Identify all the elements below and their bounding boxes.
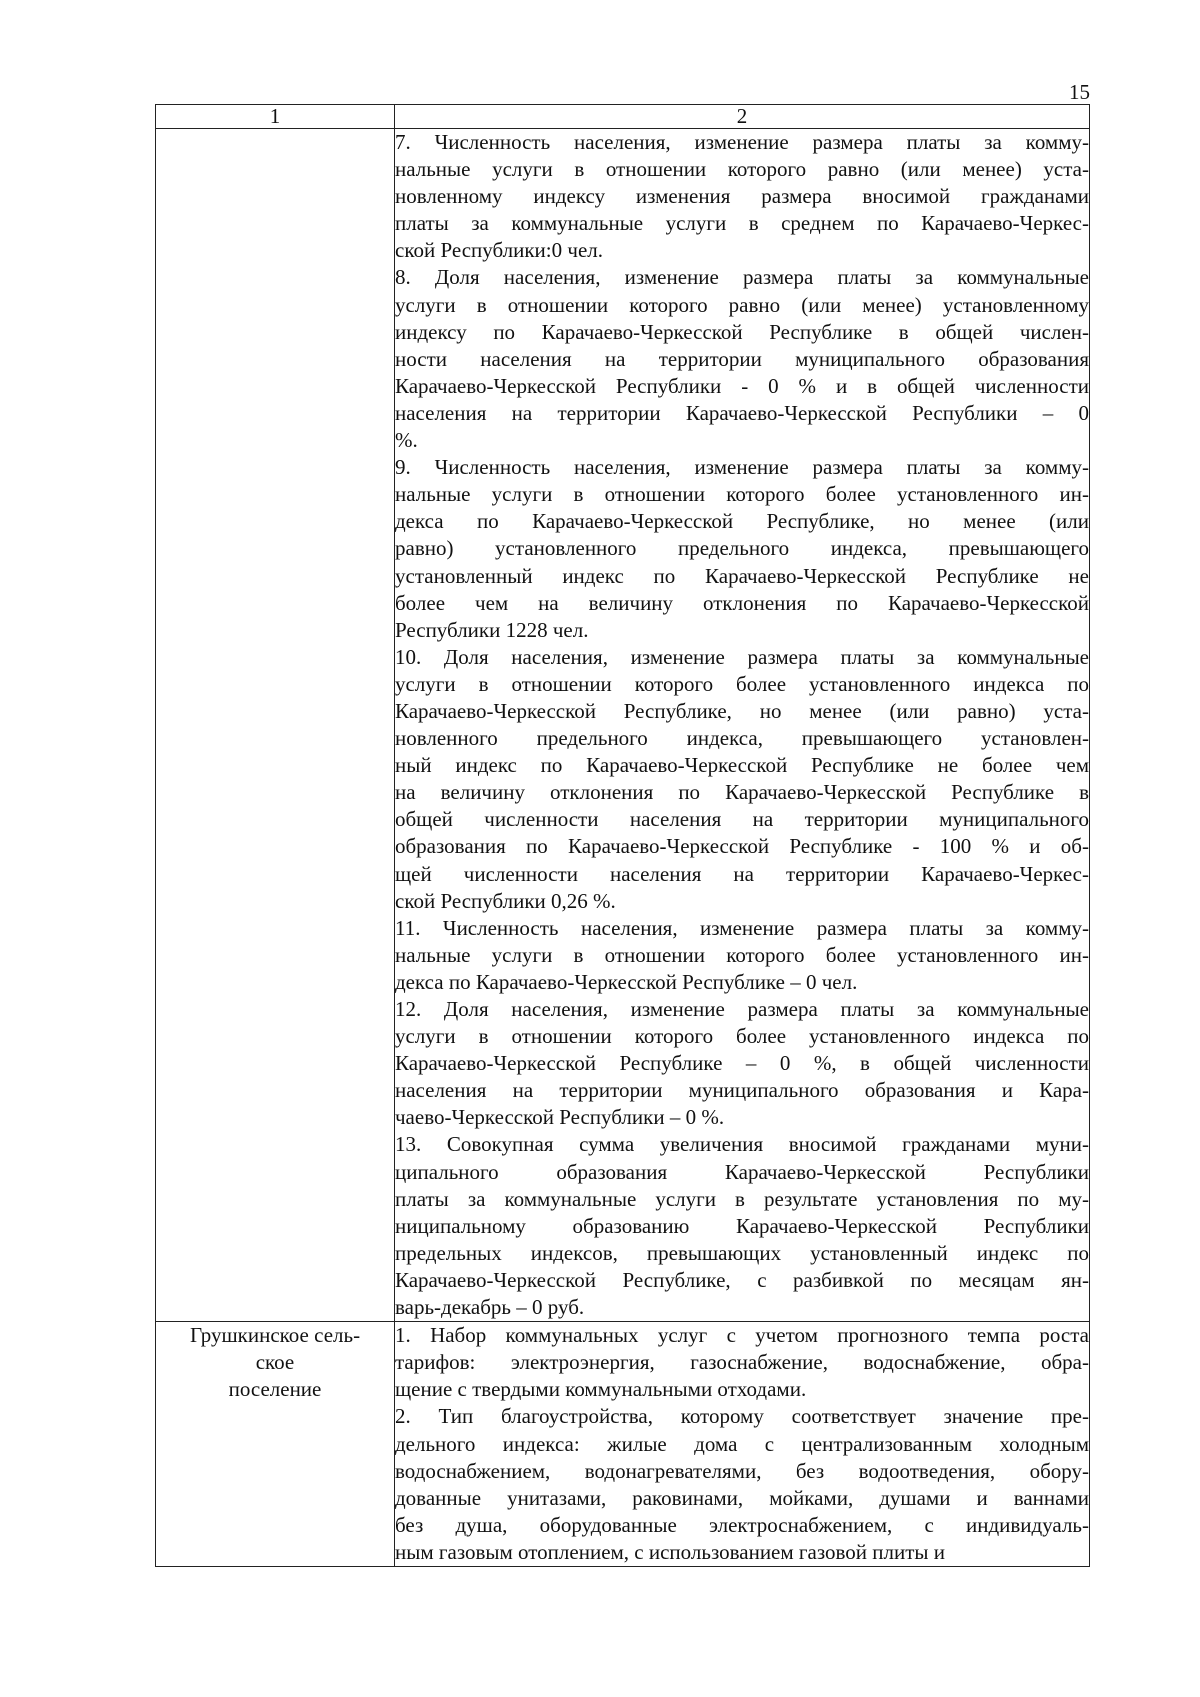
- row-name-line: поселение: [228, 1377, 322, 1402]
- paragraph-line: услуги в отношении которого равно (или менее) установленному: [395, 292, 1089, 317]
- paragraph-line: предельных индексов, превышающих установленный индекс по: [395, 1240, 1089, 1265]
- paragraph-line: нальные услуги в отношении которого равно (или менее) уста-: [395, 157, 1089, 182]
- paragraph-line: без душа, оборудованные электроснабжением, с индивидуаль-: [395, 1512, 1089, 1537]
- paragraph-line: нальные услуги в отношении которого более установленного ин-: [395, 942, 1089, 967]
- table-row: [156, 1322, 1090, 1567]
- table-body: [156, 129, 1090, 1567]
- paragraph-line: новленного предельного индекса, превышающего установлен-: [395, 726, 1089, 751]
- paragraph-line: водоснабжением, водонагревателями, без водоотведения, обору-: [395, 1458, 1089, 1483]
- paragraph-line: Карачаево-Черкесской Республике, но менее (или равно) уста-: [395, 698, 1089, 723]
- document-table: [155, 104, 1090, 1567]
- paragraph-line: тарифов: электроэнергия, газоснабжение, водоснабжение, обра-: [395, 1350, 1089, 1375]
- paragraph-line: дельного индекса: жилые дома с централизованным холодным: [395, 1431, 1089, 1456]
- table-row: [156, 129, 1090, 1322]
- paragraph-line: ности населения на территории муниципального образования: [395, 346, 1089, 371]
- paragraph-line: ниципальному образованию Карачаево-Черкесской Республики: [395, 1213, 1089, 1238]
- description-paragraph: [395, 915, 1089, 996]
- description-paragraph: [395, 644, 1089, 915]
- paragraph-line: 11. Численность населения, изменение размера платы за комму-: [395, 915, 1089, 940]
- description-paragraph: [395, 454, 1089, 644]
- paragraph-line: 10. Доля населения, изменение размера платы за коммунальные: [395, 644, 1089, 669]
- paragraph-line: ным газовым отоплением, с использованием газовой плиты и: [395, 1539, 946, 1564]
- paragraph-line: установленный индекс по Карачаево-Черкесской Республике не: [395, 563, 1089, 588]
- row-name-line: ское: [255, 1350, 295, 1375]
- description-paragraph: [395, 996, 1089, 1131]
- paragraph-line: ской Республики 0,26 %.: [395, 888, 616, 913]
- row-description-cell: [395, 1322, 1090, 1567]
- paragraph-line: платы за коммунальные услуги в результате установления по му-: [395, 1186, 1089, 1211]
- paragraph-line: ципального образования Карачаево-Черкесской Республики: [395, 1159, 1089, 1184]
- table-header-row: [156, 105, 1090, 129]
- paragraph-line: 12. Доля населения, изменение размера платы за коммунальные: [395, 997, 1089, 1021]
- paragraph-line: чаево-Черкесской Республики – 0 %.: [395, 1105, 725, 1130]
- paragraph-line: Карачаево-Черкесской Республики - 0 % и в общей численности: [395, 373, 1089, 398]
- paragraph-line: варь-декабрь – 0 руб.: [395, 1295, 585, 1320]
- paragraph-line: Карачаево-Черкесской Республике – 0 %, в общей численности: [395, 1051, 1089, 1076]
- paragraph-line: нальные услуги в отношении которого более установленного ин-: [395, 482, 1089, 507]
- paragraph-line: дованные унитазами, раковинами, мойками, душами и ваннами: [395, 1485, 1089, 1510]
- paragraph-line: 9. Численность населения, изменение размера платы за комму-: [395, 455, 1089, 480]
- description-paragraph: [395, 1131, 1089, 1321]
- description-paragraph: [395, 129, 1089, 264]
- row-name-cell: [156, 129, 395, 1322]
- paragraph-line: услуги в отношении которого более установленного индекса по: [395, 671, 1089, 696]
- paragraph-line: образования по Карачаево-Черкесской Республике - 100 % и об-: [395, 834, 1089, 859]
- paragraph-line: 8. Доля населения, изменение размера платы за коммунальные: [395, 265, 1089, 290]
- description-paragraph: [395, 1322, 1089, 1403]
- paragraph-line: декса по Карачаево-Черкесской Республике – 0 чел.: [395, 969, 858, 994]
- paragraph-line: более чем на величину отклонения по Карачаево-Черкесской: [395, 590, 1089, 615]
- paragraph-line: Карачаево-Черкесской Республике, с разбивкой по месяцам ян-: [395, 1267, 1089, 1292]
- row-description-cell: [395, 129, 1090, 1322]
- paragraph-line: 7. Численность населения, изменение размера платы за комму-: [395, 130, 1089, 154]
- paragraph-line: новленному индексу изменения размера вносимой гражданами: [395, 184, 1089, 209]
- paragraph-line: на величину отклонения по Карачаево-Черкесской Республике в: [395, 780, 1089, 805]
- paragraph-line: 2. Тип благоустройства, которому соответствует значение пре-: [395, 1404, 1089, 1429]
- paragraph-line: %.: [395, 428, 418, 453]
- paragraph-line: 1. Набор коммунальных услуг с учетом прогнозного темпа роста: [395, 1323, 1089, 1348]
- description-paragraph: [395, 264, 1089, 454]
- paragraph-line: ской Республики:0 чел.: [395, 238, 603, 263]
- paragraph-line: 13. Совокупная сумма увеличения вносимой гражданами муни-: [395, 1132, 1089, 1157]
- paragraph-line: услуги в отношении которого более установленного индекса по: [395, 1024, 1089, 1049]
- paragraph-line: населения на территории Карачаево-Черкесской Республики – 0: [395, 400, 1089, 425]
- paragraph-line: ный индекс по Карачаево-Черкесской Республике не более чем: [395, 753, 1089, 778]
- paragraph-line: Республики 1228 чел.: [395, 617, 589, 642]
- paragraph-line: щение с твердыми коммунальными отходами.: [395, 1377, 807, 1402]
- row-name-line: Грушкинское сель-: [189, 1323, 361, 1348]
- paragraph-line: индексу по Карачаево-Черкесской Республике в общей числен-: [395, 319, 1089, 344]
- paragraph-line: щей численности населения на территории Карачаево-Черкес-: [395, 861, 1089, 886]
- column-header-1: 1: [156, 105, 395, 129]
- paragraph-line: общей численности населения на территории муниципального: [395, 807, 1089, 832]
- page-number: 15: [1069, 80, 1090, 104]
- paragraph-line: равно) установленного предельного индекса, превышающего: [395, 536, 1089, 561]
- row-name-cell: [156, 1322, 395, 1567]
- paragraph-line: декса по Карачаево-Черкесской Республике, но менее (или: [395, 509, 1089, 534]
- paragraph-line: населения на территории муниципального образования и Кара-: [395, 1078, 1089, 1103]
- description-paragraph: [395, 1403, 1089, 1566]
- paragraph-line: платы за коммунальные услуги в среднем по Карачаево-Черкес-: [395, 211, 1089, 236]
- column-header-2: 2: [395, 105, 1090, 129]
